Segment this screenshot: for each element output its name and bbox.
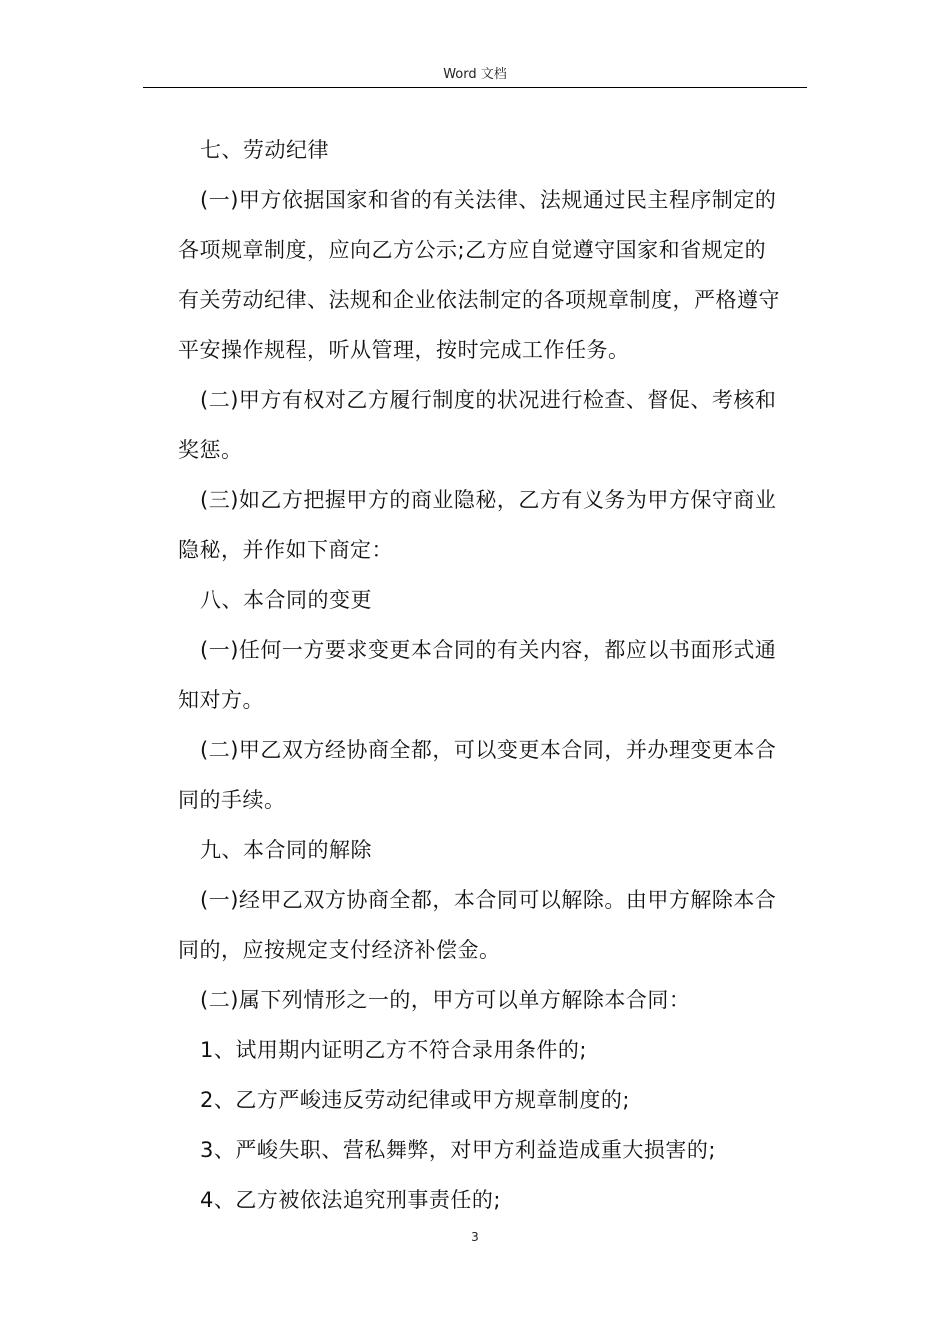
heading-section-7: 七、劳动纪律 bbox=[200, 138, 329, 162]
heading-section-8: 八、本合同的变更 bbox=[200, 588, 372, 612]
list-item: 1、试用期内证明乙方不符合录用条件的; bbox=[200, 1038, 587, 1062]
document-header-title: Word 文档 bbox=[443, 67, 507, 82]
header-divider bbox=[143, 87, 807, 88]
paragraph-line: 有关劳动纪律、法规和企业依法制定的各项规章制度，严格遵守 bbox=[178, 288, 780, 312]
paragraph-line: 奖惩。 bbox=[178, 438, 243, 462]
paragraph-line: (一)经甲乙双方协商全都，本合同可以解除。由甲方解除本合 bbox=[200, 888, 777, 912]
list-item: 3、严峻失职、营私舞弊，对甲方利益造成重大损害的; bbox=[200, 1138, 716, 1162]
list-item: 2、乙方严峻违反劳动纪律或甲方规章制度的; bbox=[200, 1088, 630, 1112]
document-body bbox=[178, 125, 798, 1225]
paragraph-line: 知对方。 bbox=[178, 688, 264, 712]
paragraph-line: (一)任何一方要求变更本合同的有关内容，都应以书面形式通 bbox=[200, 638, 777, 662]
paragraph-line: 同的手续。 bbox=[178, 788, 286, 812]
paragraph-line: (二)甲方有权对乙方履行制度的状况进行检查、督促、考核和 bbox=[200, 388, 777, 412]
paragraph-line: 各项规章制度，应向乙方公示;乙方应自觉遵守国家和省规定的 bbox=[178, 238, 767, 262]
list-item: 4、乙方被依法追究刑事责任的; bbox=[200, 1188, 501, 1212]
paragraph-line: (一)甲方依据国家和省的有关法律、法规通过民主程序制定的 bbox=[200, 188, 777, 212]
heading-section-9: 九、本合同的解除 bbox=[200, 838, 372, 862]
paragraph-line: 隐秘，并作如下商定： bbox=[178, 538, 393, 562]
paragraph-line: 同的，应按规定支付经济补偿金。 bbox=[178, 938, 501, 962]
paragraph-line: (二)属下列情形之一的，甲方可以单方解除本合同： bbox=[200, 988, 691, 1012]
paragraph-line: (三)如乙方把握甲方的商业隐秘，乙方有义务为甲方保守商业 bbox=[200, 488, 777, 512]
paragraph-line: 平安操作规程，听从管理，按时完成工作任务。 bbox=[178, 338, 630, 362]
page-number: 3 bbox=[471, 1230, 479, 1244]
paragraph-line: (二)甲乙双方经协商全都，可以变更本合同，并办理变更本合 bbox=[200, 738, 777, 762]
